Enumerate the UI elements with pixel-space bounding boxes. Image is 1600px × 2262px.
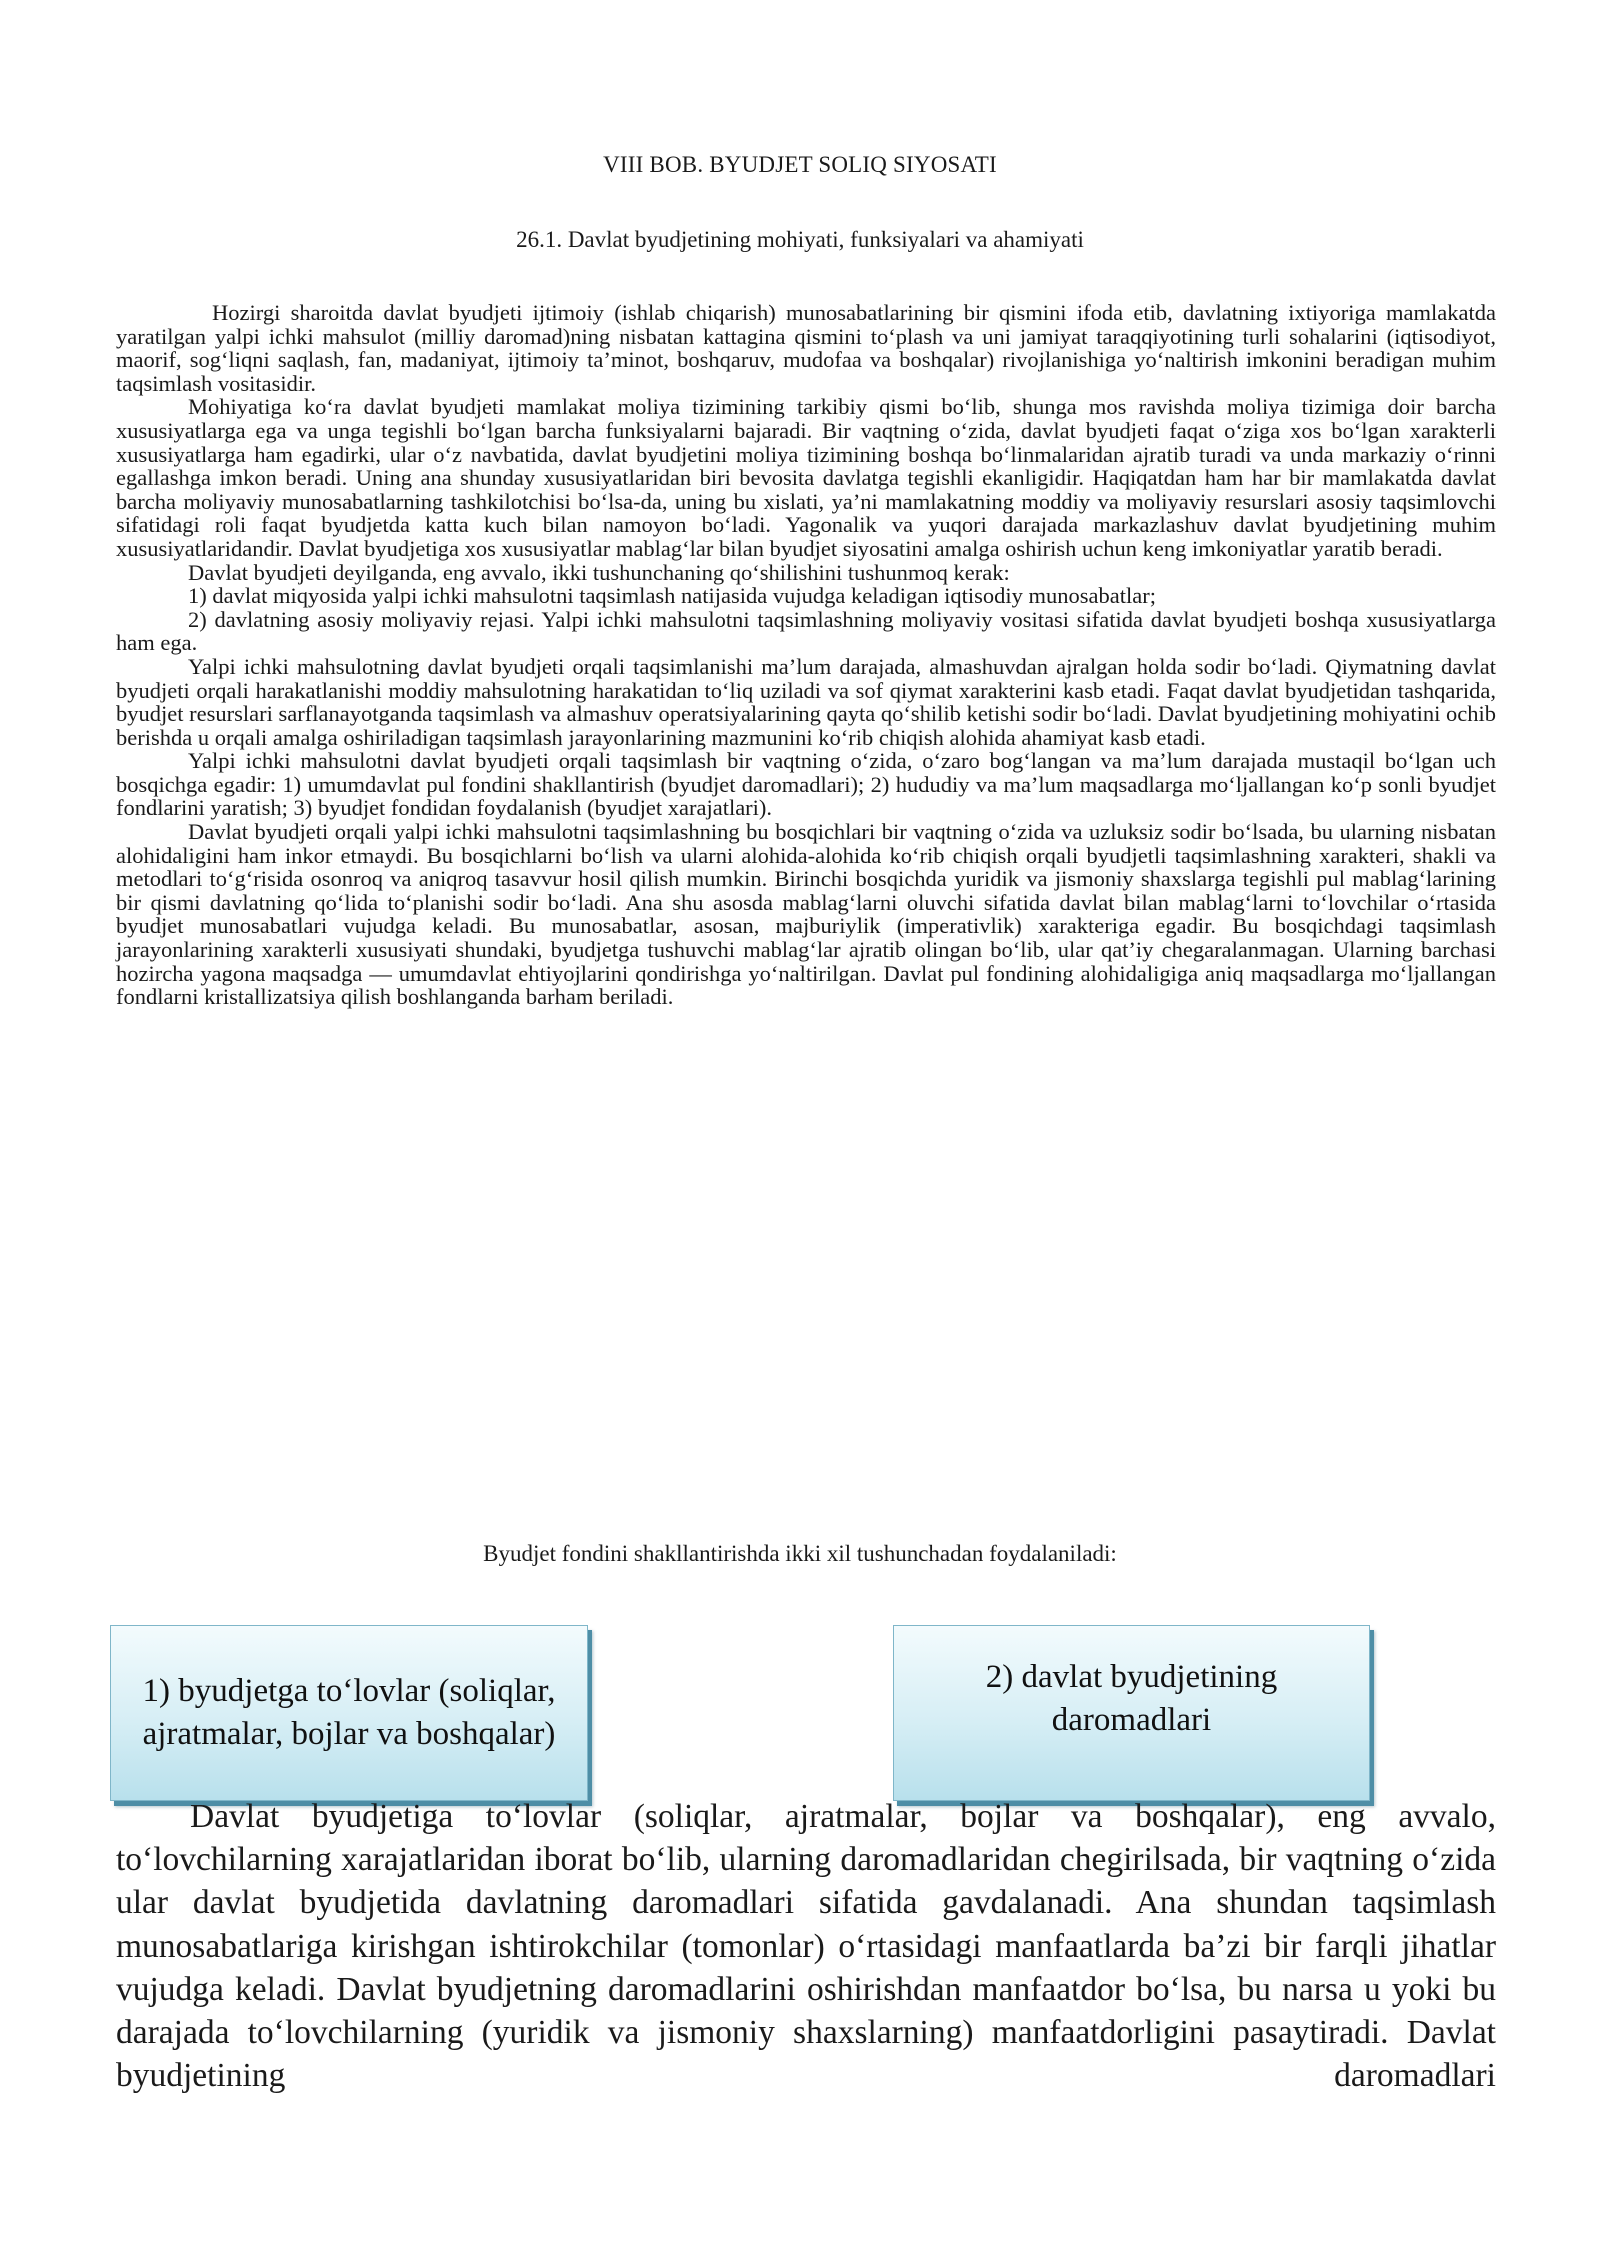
concept-box-label: 2) davlat byudjetining daromadlari bbox=[985, 1659, 1278, 1738]
list-item: 2) davlatning asosiy moliyaviy rejasi. Yalpi ichki mahsulotni taqsimlashning moliyaviy vositasi sifatida davlat byudjeti boshqa xususiyatlarga ham ega. bbox=[116, 606, 1496, 656]
section-title: 26.1. Davlat byudjetining mohiyati, funksiyalari va ahamiyati bbox=[516, 227, 1084, 252]
list-item: 1) davlat miqyosida yalpi ichki mahsulotni taqsimlash natijasida vujudga keladigan iqtisodiy munosabatlar; bbox=[188, 583, 1156, 609]
paragraph: Davlat byudjetiga to‘lovlar (soliqlar, ajratmalar, bojlar va boshqalar), eng avvalo, to‘lovchilarning xarajatlaridan iborat bo‘lib, ularning daromadlaridan chegirilsada, bir vaqtning o‘zida ular davlat byudjetida davlatning daromadlari sifatida gavdalanadi. Ana shundan taqsimlash munosabatlariga kirishgan ishtirokchilar (tomonlar) o‘rtasidagi manfaatlarda ba’zi bir farqli jihatlar vujudga keladi. Davlat byudjetning daromadlarini oshirishdan manfaatdor bo‘lsa, bu narsa u yoki bu darajada to‘lovchilarning (yuridik va jismoniy shaxslarning) manfaatdorligini pasaytiradi. Davlat byudjetining daromadlari bbox=[116, 1798, 1496, 2095]
chapter-title: VIII BOB. BYUDJET SOLIQ SIYOSATI bbox=[603, 152, 997, 177]
continuation-text bbox=[116, 1795, 1496, 2097]
concept-box-label: 1) byudjetga to‘lovlar (soliqlar, ajratmalar, bojlar va boshqalar) bbox=[142, 1673, 556, 1752]
paragraph: Yalpi ichki mahsulotning davlat byudjeti orqali taqsimlanishi ma’lum darajada, almashuvdan ajralgan holda sodir bo‘ladi. Qiymatning davlat byudjeti orqali harakatlanishi moddiy mahsulotning harakatidan to‘liq uziladi va sof qiymat xarakterini kasb etadi. Faqat davlat byudjetidan tashqarida, byudjet resurslari sarflanayotganda taqsimlash va almashuv operatsiyalarining qayta qo‘shilib ketishi sodir bo‘ladi. Davlat byudjetining mohiyatini ochib berishda u orqali amalga oshiriladigan taqsimlash jarayonlarining mazmunini ko‘rib chiqish alohida ahamiyat kasb etadi. bbox=[116, 653, 1496, 750]
paragraph: Yalpi ichki mahsulotni davlat byudjeti orqali taqsimlash bir vaqtning o‘zida, o‘zaro bog‘langan va ma’lum darajada mustaqil bo‘lgan uch bosqichga egadir: 1) umumdavlat pul fondini shakllantirish (byudjet daromadlari); 2) hududiy va ma’lum maqsadlarga mo‘ljallangan ko‘p sonli byudjet fondlarini yaratish; 3) byudjet fondidan foydalanish (byudjet xarajatlari). bbox=[116, 748, 1496, 821]
paragraph: Mohiyatiga ko‘ra davlat byudjeti mamlakat moliya tizimining tarkibiy qismi bo‘lib, shunga mos ravishda moliya tizimiga doir barcha xususiyatlarga ega va unga tegishli bo‘lgan barcha funksiyalarni bajaradi. Bir vaqtning o‘zida, davlat byudjeti faqat o‘ziga xos bo‘lgan xarakterli xususiyatlarga ham egadirki, ular o‘z navbatida, davlat byudjetini moliya tizimining boshqa bo‘linmalaridan ajratib turadi va unda markaziy o‘rinni egallashga imkon beradi. Uning ana shunday xususiyatlaridan biri bevosita davlatga tegishli ekanligidir. Haqiqatdan ham har bir mamlakatda davlat barcha moliyaviy munosabatlarning tashkilotchisi bo‘lsa-da, uning bu xislati, ya’ni mamlakatning moddiy va moliyaviy resurslari asosiy taqsimlovchi sifatidagi roli faqat byudjetda katta kuch bilan namoyon bo‘ladi. Yagonalik va yuqori darajada markazlashuv davlat byudjetining muhim xususiyatlaridandir. Davlat byudjetiga xos xususiyatlar mablag‘lar bilan byudjet siyosatini amalga oshirish uchun keng imkoniyatlar yaratib beradi. bbox=[116, 394, 1496, 561]
concept-box-revenues bbox=[893, 1625, 1370, 1801]
paragraph: Davlat byudjeti orqali yalpi ichki mahsulotni taqsimlashning bu bosqichlari bir vaqtning o‘zida va uzluksiz sodir bo‘lsada, bu ularning nisbatan alohidaligini ham inkor etmaydi. Bu bosqichlarni bo‘lish va ularni alohida-alohida ko‘rib chiqish orqali byudjetli taqsimlashning xarakteri, shakli va metodlari to‘g‘risida osonroq va aniqroq tasavvur hosil qilish mumkin. Birinchi bosqichda yuridik va jismoniy shaxslarga tegishli pul mablag‘larining bir qismi davlatning qo‘lida to‘planishi sodir bo‘ladi. Ana shu asosda mablag‘larni oluvchi sifatida davlat bilan mablag‘larni to‘lovchilar o‘rtasida byudjet munosabatlari vujudga keladi. Bu munosabatlar, asosan, majburiylik (imperativlik) xarakteriga egadir. Bu bosqichdagi taqsimlash jarayonlarining xarakterli xususiyati shundaki, byudjetga tushuvchi mablag‘lar ajratib olingan bo‘lib, ular qat’iy chegaralanmagan. Ularning barchasi hozircha yagona maqsadga — umumdavlat ehtiyojlarini qondirishga yo‘naltirilgan. Davlat pul fondining alohidaligiga aniq maqsadlarga mo‘ljallangan fondlarni kristallizatsiya qilish boshlanganda barham beriladi. bbox=[116, 819, 1496, 1010]
paragraph: Davlat byudjeti deyilganda, eng avvalo, ikki tushunchaning qo‘shilishini tushunmoq kerak: bbox=[188, 559, 1010, 585]
paragraph: Hozirgi sharoitda davlat byudjeti ijtimoiy (ishlab chiqarish) munosabatlarining bir qismini ifoda etib, davlatning ixtiyoriga mamlakatda yaratilgan yalpi ichki mahsulot (milliy daromad)ning nisbatan kattagina qismini to‘plash va uni jamiyat taraqqiyotining turli sohalarini (iqtisodiyot, maorif, sog‘liqni saqlash, fan, madaniyat, ijtimoiy ta’minot, boshqaruv, mudofaa va boshqalar) rivojlanishiga yo‘naltirish imkonini beradigan muhim taqsimlash vositasidir. bbox=[116, 300, 1496, 396]
body-text bbox=[116, 301, 1496, 1009]
concept-box-payments bbox=[110, 1625, 588, 1801]
diagram-intro: Byudjet fondini shakllantirishda ikki xil tushunchadan foydalaniladi: bbox=[483, 1541, 1117, 1566]
